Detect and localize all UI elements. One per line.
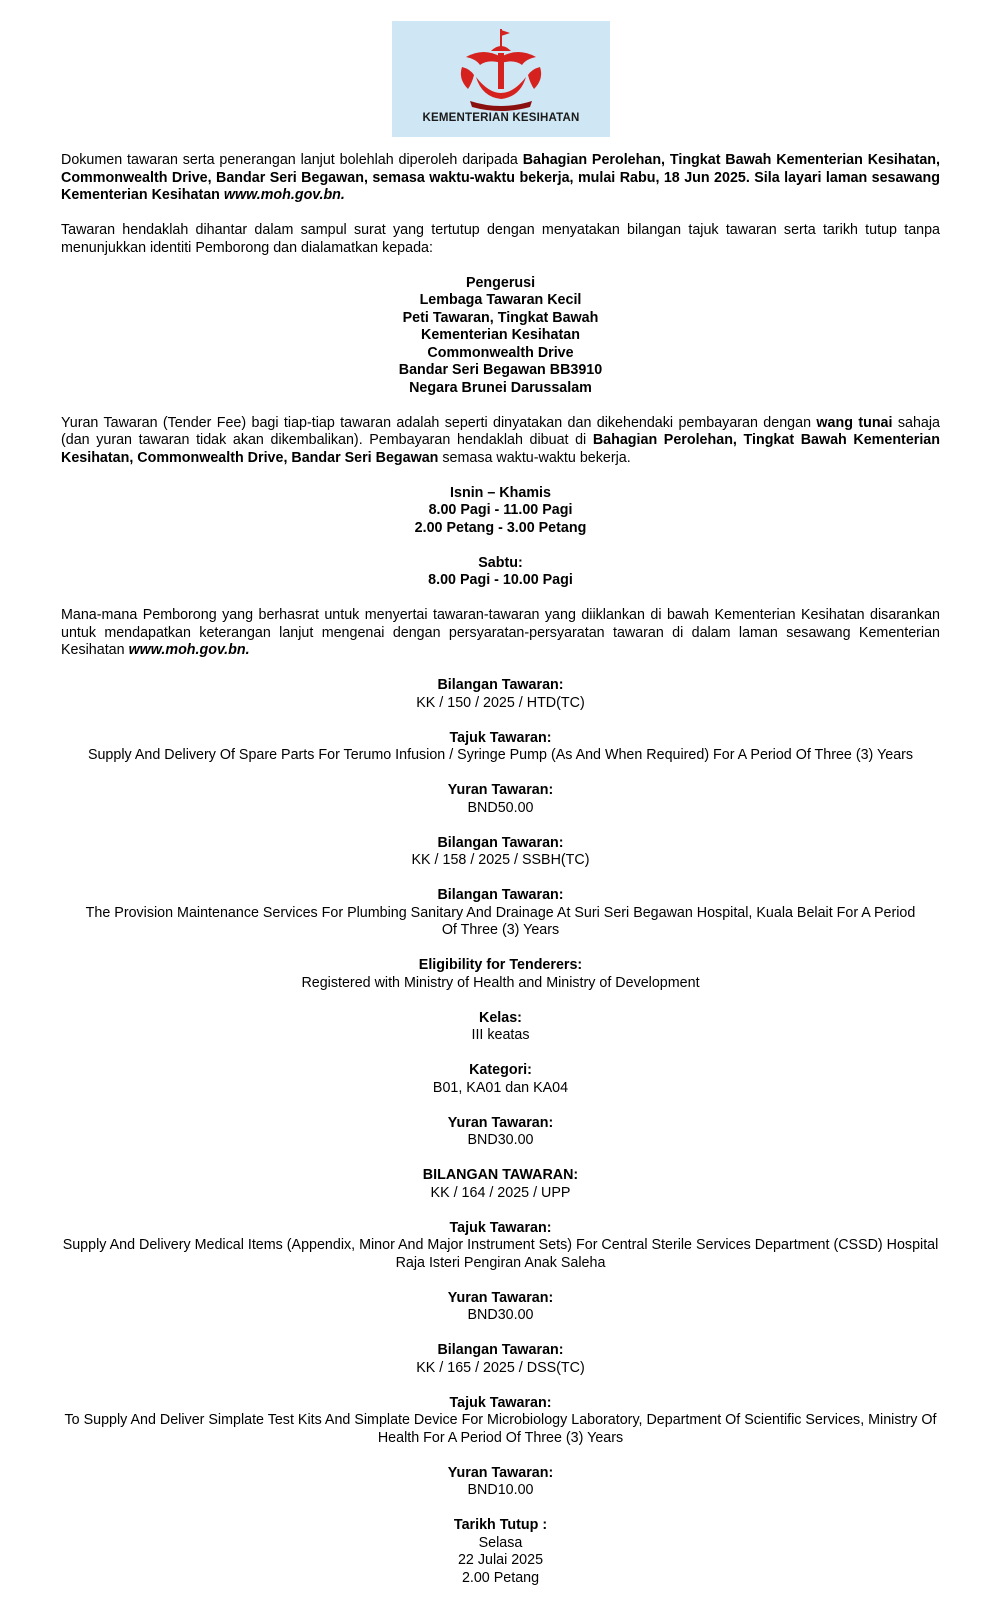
field-label: Bilangan Tawaran: [437,887,564,903]
tender-field [61,1010,940,1045]
field-value: To Supply And Deliver Simplate Test Kits And Simplate Device For Microbiology Laboratory, Department Of Scientific Services, Ministry Of Health For A Period Of Three (3) Years [64,1412,937,1446]
field-label: Bilangan Tawaran: [437,677,564,693]
field-label: Eligibility for Tenderers: [418,957,583,973]
tender-field [61,1220,940,1273]
closing-label: Tarikh Tutup : [453,1517,548,1533]
website-link[interactable]: www.moh.gov.bn. [128,642,250,658]
intro-text: Dokumen tawaran serta penerangan lanjut bolehlah diperoleh daripada [61,152,523,168]
tender-field [61,957,940,992]
field-value: Registered with Ministry of Health and Ministry of Development [301,974,700,991]
fee-text: Yuran Tawaran (Tender Fee) bagi tiap-tiap tawaran adalah seperti dinyatakan dan dikehendaki pembayaran dengan [61,414,817,431]
field-label: Tajuk Tawaran: [449,729,552,746]
field-value: BND50.00 [467,799,534,816]
field-label: Tajuk Tawaran: [449,1394,552,1411]
closing-time: 2.00 Petang [461,1569,540,1586]
cash-text: wang tunai [816,414,893,431]
tender-field [61,782,940,817]
submission-paragraph: Tawaran hendaklah dihantar dalam sampul surat yang tertutup dengan menyatakan bilangan tajuk tawaran serta tarikh tutup tanpa menunjukkan identiti Pemborong dan dialamatkan kepada: [61,222,940,256]
closing-date-block [61,1517,940,1587]
address-line: Kementerian Kesihatan [421,327,580,343]
intro-paragraph [61,152,940,205]
closing-date: 22 Julai 2025 [457,1552,544,1568]
field-label: Kelas: [479,1009,522,1026]
address-line: Bandar Seri Begawan BB3910 [398,362,603,378]
field-value: Supply And Delivery Of Spare Parts For Terumo Infusion / Syringe Pump (As And When Required) For A Period Of Three (3) Years [87,747,914,763]
address-line: Lembaga Tawaran Kecil [419,292,582,308]
field-label: Kategori: [469,1062,532,1078]
tender-field [61,677,940,712]
field-value: BND10.00 [467,1482,534,1498]
weekday-label: Isnin – Khamis [450,484,551,501]
tender-field [61,1062,940,1097]
website-link[interactable]: www.moh.gov.bn. [223,187,345,203]
weekday-morning-hours: 8.00 Pagi - 11.00 Pagi [428,502,573,518]
field-value: KK / 164 / 2025 / UPP [430,1184,571,1201]
saturday-label: Sabtu: [478,554,523,571]
tender-field [61,1395,940,1448]
field-value: BND30.00 [467,1132,534,1148]
weekday-afternoon-hours: 2.00 Petang - 3.00 Petang [414,519,587,536]
brunei-crest-icon [454,27,548,111]
procurement-division-text: Bahagian Perolehan, Tingkat Bawah Kementerian Kesihatan, Commonwealth Drive, Bandar Seri Begawan, semasa waktu-waktu bekerja, mulai Rabu, 18 Jun 2025. Sila layari laman sesawang Kementerian Kesihatan [61,152,941,203]
info-paragraph [61,607,940,660]
field-value: KK / 165 / 2025 / DSS(TC) [416,1359,585,1376]
field-label: Bilangan Tawaran: [437,1342,564,1358]
tender-field [61,1290,940,1325]
field-label: Yuran Tawaran: [447,782,554,798]
tender-fee-paragraph [61,415,940,468]
office-hours-block [61,485,940,590]
address-line: Pengerusi [465,274,536,291]
field-label: Yuran Tawaran: [447,1464,554,1481]
tender-field [61,1167,940,1202]
closing-day: Selasa [478,1534,523,1551]
field-value: KK / 150 / 2025 / HTD(TC) [416,694,585,711]
field-label: BILANGAN TAWARAN: [422,1167,579,1183]
field-label: Yuran Tawaran: [447,1114,554,1131]
address-line: Commonwealth Drive [427,344,574,361]
tender-field [61,1115,940,1150]
fee-text: sahaja (dan yuran tawaran tidak akan dikembalikan). Pembayaran hendaklah dibuat di [61,414,940,448]
saturday-hours: 8.00 Pagi - 10.00 Pagi [428,572,573,588]
notice-body [61,152,940,1587]
field-value: B01, KA01 dan KA04 [432,1079,569,1096]
address-line: Negara Brunei Darussalam [409,379,592,396]
field-label: Yuran Tawaran: [447,1289,554,1306]
tender-field [61,887,940,940]
field-value: KK / 158 / 2025 / SSBH(TC) [411,852,590,868]
field-label: Bilangan Tawaran: [437,834,564,851]
field-value: The Provision Maintenance Services For Plumbing Sanitary And Drainage At Suri Seri Begawan Hospital, Kuala Belait For A Period Of Three (3) Years [85,904,916,938]
address-block [61,275,940,398]
ministry-logo [392,21,610,137]
tender-field [61,730,940,765]
info-text: Mana-mana Pemborong yang berhasrat untuk menyertai tawaran-tawaran yang diiklankan di bawah Kementerian Kesihatan disarankan untuk mendapatkan keterangan lanjut mengenai dengan persyaratan-persyaratan tawaran di dalam laman sesawang Kementerian Kesihatan [61,607,940,658]
tender-list [61,677,940,1587]
tender-field [61,1342,940,1377]
field-value: Supply And Delivery Medical Items (Appendix, Minor And Major Instrument Sets) For Central Sterile Services Department (CSSD) Hospital Raja Isteri Pengiran Anak Saleha [62,1237,939,1271]
address-line: Peti Tawaran, Tingkat Bawah [402,309,599,326]
payment-location-text: Bahagian Perolehan, Tingkat Bawah Kementerian Kesihatan, Commonwealth Drive, Bandar Seri Begawan [61,432,940,466]
logo-caption: KEMENTERIAN KESIHATAN [422,112,580,124]
tender-field [61,1465,940,1500]
tender-field [61,835,940,870]
field-value: BND30.00 [467,1307,534,1323]
field-value: III keatas [471,1027,530,1043]
fee-text: semasa waktu-waktu bekerja. [438,449,631,466]
field-label: Tajuk Tawaran: [449,1219,552,1236]
